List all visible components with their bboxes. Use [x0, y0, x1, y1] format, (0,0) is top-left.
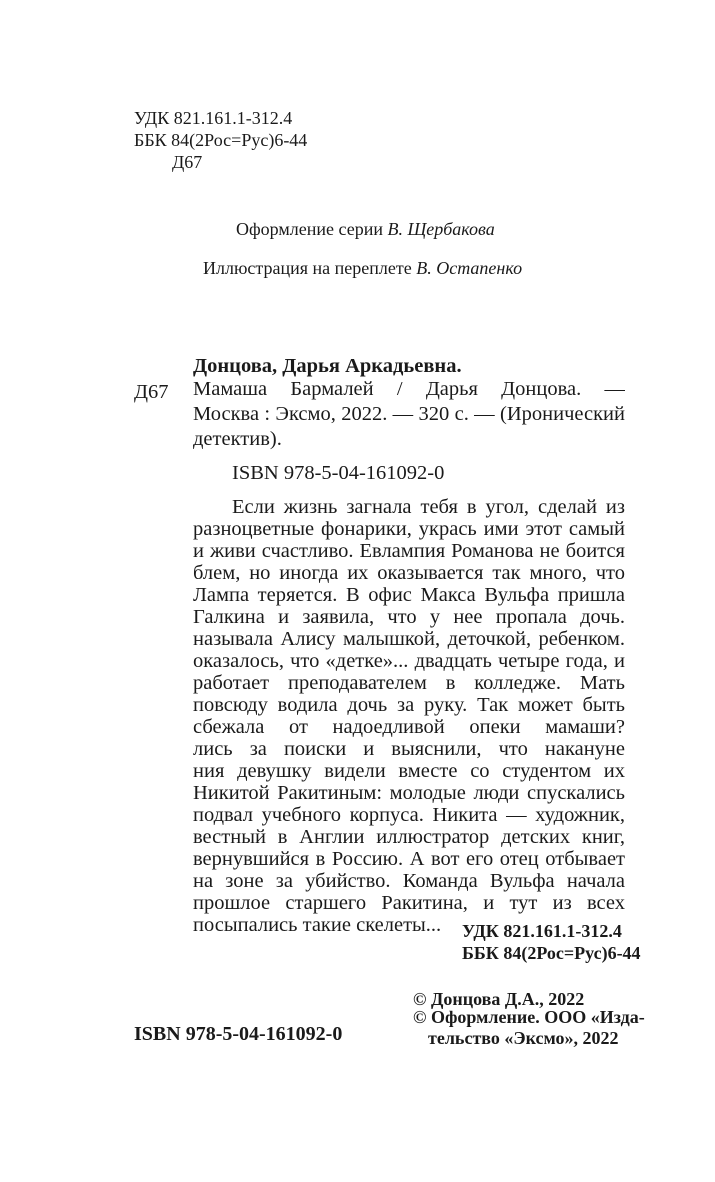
copyright-author: © Донцова Д.А., 2022: [413, 989, 585, 1009]
author-sign: Д67: [172, 152, 203, 172]
annotation-line: лись за поиски и выяснили, что накануне: [193, 738, 625, 760]
footer-isbn: ISBN 978-5-04-161092-0: [134, 1023, 343, 1045]
annotation-line: посыпались такие скелеты...: [193, 914, 442, 936]
record-description-line: детектив).: [193, 428, 282, 450]
series-design-credit: [236, 218, 495, 240]
annotation-line: разноцветные фонарики, укрась ими этот самый: [193, 518, 625, 540]
annotation-line: вернувшийся в Россию. А вот его отец отбывает: [193, 848, 625, 870]
footer-udk-code: УДК 821.161.1-312.4: [462, 921, 622, 941]
annotation-line: на зоне за убийство. Команда Вульфа начала: [193, 870, 625, 892]
udk-code: УДК 821.161.1-312.4: [134, 108, 293, 128]
annotation-line: Никитой Ракитиным: молодые люди спускались: [193, 782, 625, 804]
record-description-line: Мамаша Бармалей / Дарья Донцова. —: [193, 378, 625, 400]
cover-illustration-label: Иллюстрация на переплете: [203, 258, 412, 278]
cover-illustration-credit: [203, 257, 522, 279]
annotation-line: блем, но иногда их оказывается так много, что: [193, 562, 625, 584]
annotation: [193, 496, 625, 936]
annotation-line: повсюду водила дочь за руку. Так может быть: [193, 694, 625, 716]
cover-illustration-name: В. Остапенко: [416, 258, 523, 278]
copyright-design-line2: тельство «Эксмо», 2022: [428, 1028, 619, 1048]
annotation-line: и живи счастливо. Евлампия Романова не боится: [193, 540, 625, 562]
bbk-code: ББК 84(2Рос=Рус)6-44: [134, 130, 308, 150]
footer-bbk-code: ББК 84(2Рос=Рус)6-44: [462, 943, 641, 963]
series-design-name: В. Щербакова: [387, 219, 495, 239]
annotation-line: прошлое старшего Ракитина, и тут из всех: [193, 892, 625, 914]
record-author-sign: Д67: [134, 381, 169, 403]
author-heading: Донцова, Дарья Аркадьевна.: [193, 355, 462, 377]
record-isbn: ISBN 978-5-04-161092-0: [232, 462, 445, 484]
annotation-line: подвал учебного корпуса. Никита — художник,: [193, 804, 625, 826]
copyright-design-line1: © Оформление. ООО «Изда-: [413, 1007, 645, 1027]
annotation-line: называла Алису малышкой, деточкой, ребенком.: [193, 628, 625, 650]
series-design-label: Оформление серии: [236, 219, 383, 239]
annotation-line: ния девушку видели вместе со студентом их: [193, 760, 625, 782]
annotation-line: Если жизнь загнала тебя в угол, сделай из: [232, 496, 625, 518]
annotation-line: вестный в Англии иллюстратор детских книг,: [193, 826, 625, 848]
annotation-line: сбежала от надоедливой опеки мамаши?: [193, 716, 625, 738]
annotation-line: Галкина и заявила, что у нее пропала дочь.: [193, 606, 625, 628]
annotation-line: Лампа теряется. В офис Макса Вульфа пришла: [193, 584, 625, 606]
annotation-line: оказалось, что «детке»... двадцать четыре года, и: [193, 650, 625, 672]
annotation-line: работает преподавателем в колледже. Мать: [193, 672, 625, 694]
record-description-line: Москва : Эксмо, 2022. — 320 с. — (Иронический: [193, 403, 625, 425]
